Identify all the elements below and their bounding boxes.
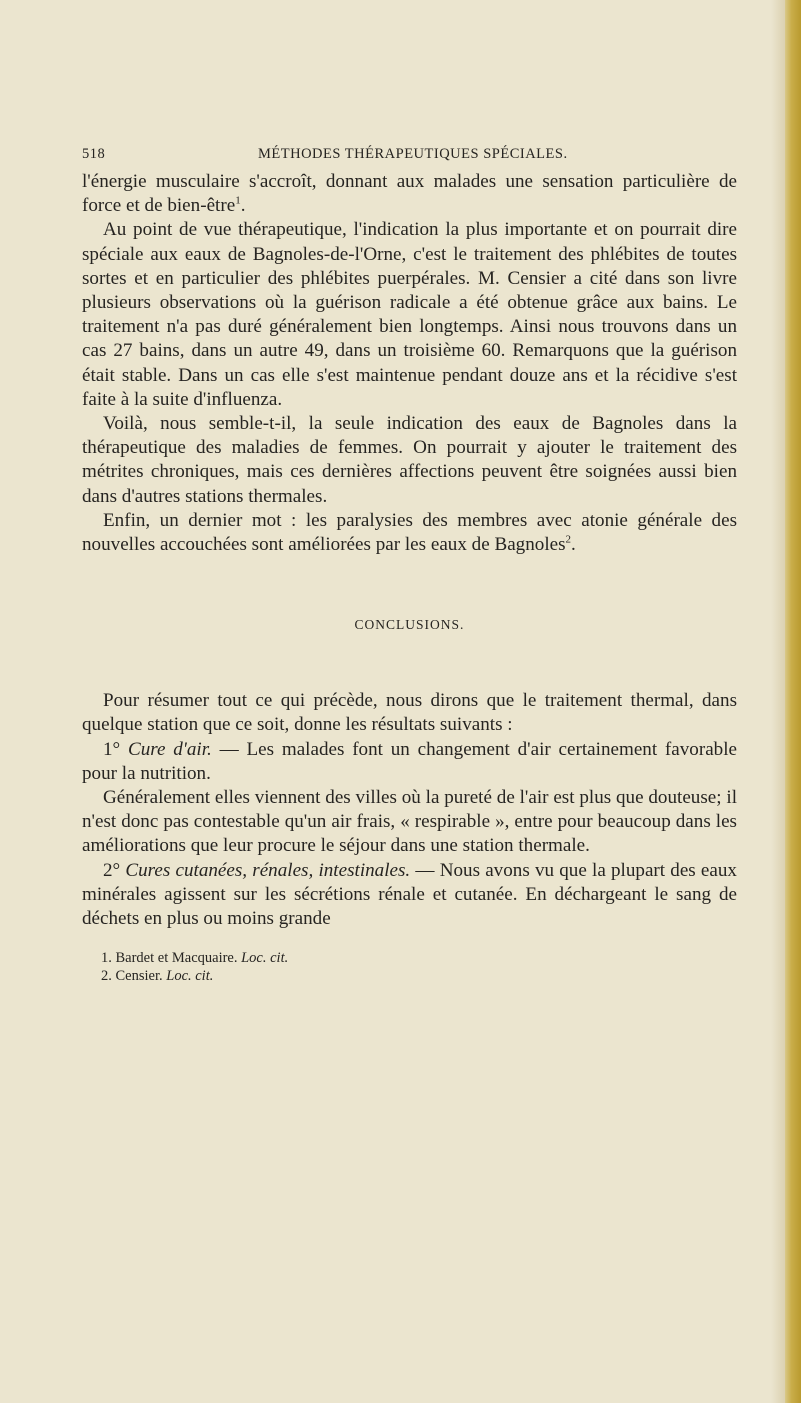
footnotes [82, 949, 737, 985]
footnote-2 [101, 967, 737, 985]
footnote-2-ref: Loc. cit. [166, 968, 214, 985]
item-2-number: 2° [103, 859, 121, 881]
paragraph-4-end: . [571, 534, 576, 556]
page-content [82, 146, 737, 985]
paragraph-4-text: Enfin, un dernier mot : les paralysies des membres avec atonie générale des nouvelles accouchées sont améliorées par les eaux de Bagnoles [82, 509, 737, 556]
header-title: MÉTHODES THÉRAPEUTIQUES SPÉCIALES. [258, 146, 568, 162]
footnote-marker-2: 2 [565, 533, 572, 546]
running-head [82, 146, 737, 168]
paragraph-6 [82, 738, 737, 786]
paragraph-4 [82, 509, 737, 557]
paragraph-2: Au point de vue thérapeutique, l'indication la plus importante et on pourrait dire spéciale aux eaux de Bagnoles-de-l'Orne, c'est le traitement des phlébites de toutes sortes et en particulier des phlébites puerpérales. M. Censier a cité dans son livre plusieurs observations où la guérison radicale a été obtenue grâce aux bains. Le traitement n'a pas duré généralement bien longtemps. Ainsi nous trouvons dans un cas 27 bains, dans un autre 49, dans un troisième 60. Remarquons que la guérison était stable. Dans un cas elle s'est maintenue pendant douze ans et la récidive s'est faite à la suite d'influenza. [82, 219, 737, 410]
paragraph-3: Voilà, nous semble-t-il, la seule indication des eaux de Bagnoles dans la thérapeutique des maladies de femmes. On pourrait y ajouter le traitement des métrites chroniques, mais ces dernières affections peuvent être soignées aussi bien dans d'autres stations thermales. [82, 413, 737, 507]
footnote-2-number: 2. [101, 968, 112, 985]
page-edge [785, 0, 801, 1403]
item-1-text: — Les malades font un changement d'air certainement favorable pour la nutrition. [82, 738, 738, 784]
paragraph-5: Pour résumer tout ce qui précède, nous dirons que le traitement thermal, dans quelque station que ce soit, donne les résultats suivants : [82, 690, 737, 736]
footnote-1 [101, 949, 737, 967]
paragraph-1-end: . [240, 195, 246, 217]
footnote-1-number: 1. [101, 950, 112, 967]
page-number: 518 [82, 146, 106, 162]
item-1-number: 1° [103, 738, 121, 760]
paragraph-1-text: l'énergie musculaire s'accroît, donnant aux malades une sensation particulière de force et de bien-être [82, 171, 737, 217]
section-heading: CONCLUSIONS. [354, 617, 465, 633]
footnote-2-author: Censier. [115, 968, 163, 985]
footnote-marker-1: 1 [235, 194, 241, 207]
page-shadow [771, 0, 785, 1403]
body-text [82, 170, 737, 931]
paragraph-7: Généralement elles viennent des villes où la pureté de l'air est plus que douteuse; il n'est donc pas contestable qu'un air frais, « respirable », entre pour beaucoup dans les améliorations que leur procure le séjour dans une station thermale. [82, 787, 737, 857]
paragraph-1 [82, 170, 737, 218]
footnote-1-author: Bardet et Macquaire. [115, 950, 238, 967]
paragraph-8 [82, 859, 737, 932]
item-2-title: Cures cutanées, rénales, intestinales. [125, 859, 411, 881]
item-1-title: Cure d'air. [127, 738, 212, 760]
footnote-1-ref: Loc. cit. [241, 950, 289, 967]
item-2-text: — Nous avons vu que la plupart des eaux minérales agissent sur les sécrétions rénale et cutanée. En déchargeant le sang de déchets en plus ou moins grande [82, 859, 737, 930]
